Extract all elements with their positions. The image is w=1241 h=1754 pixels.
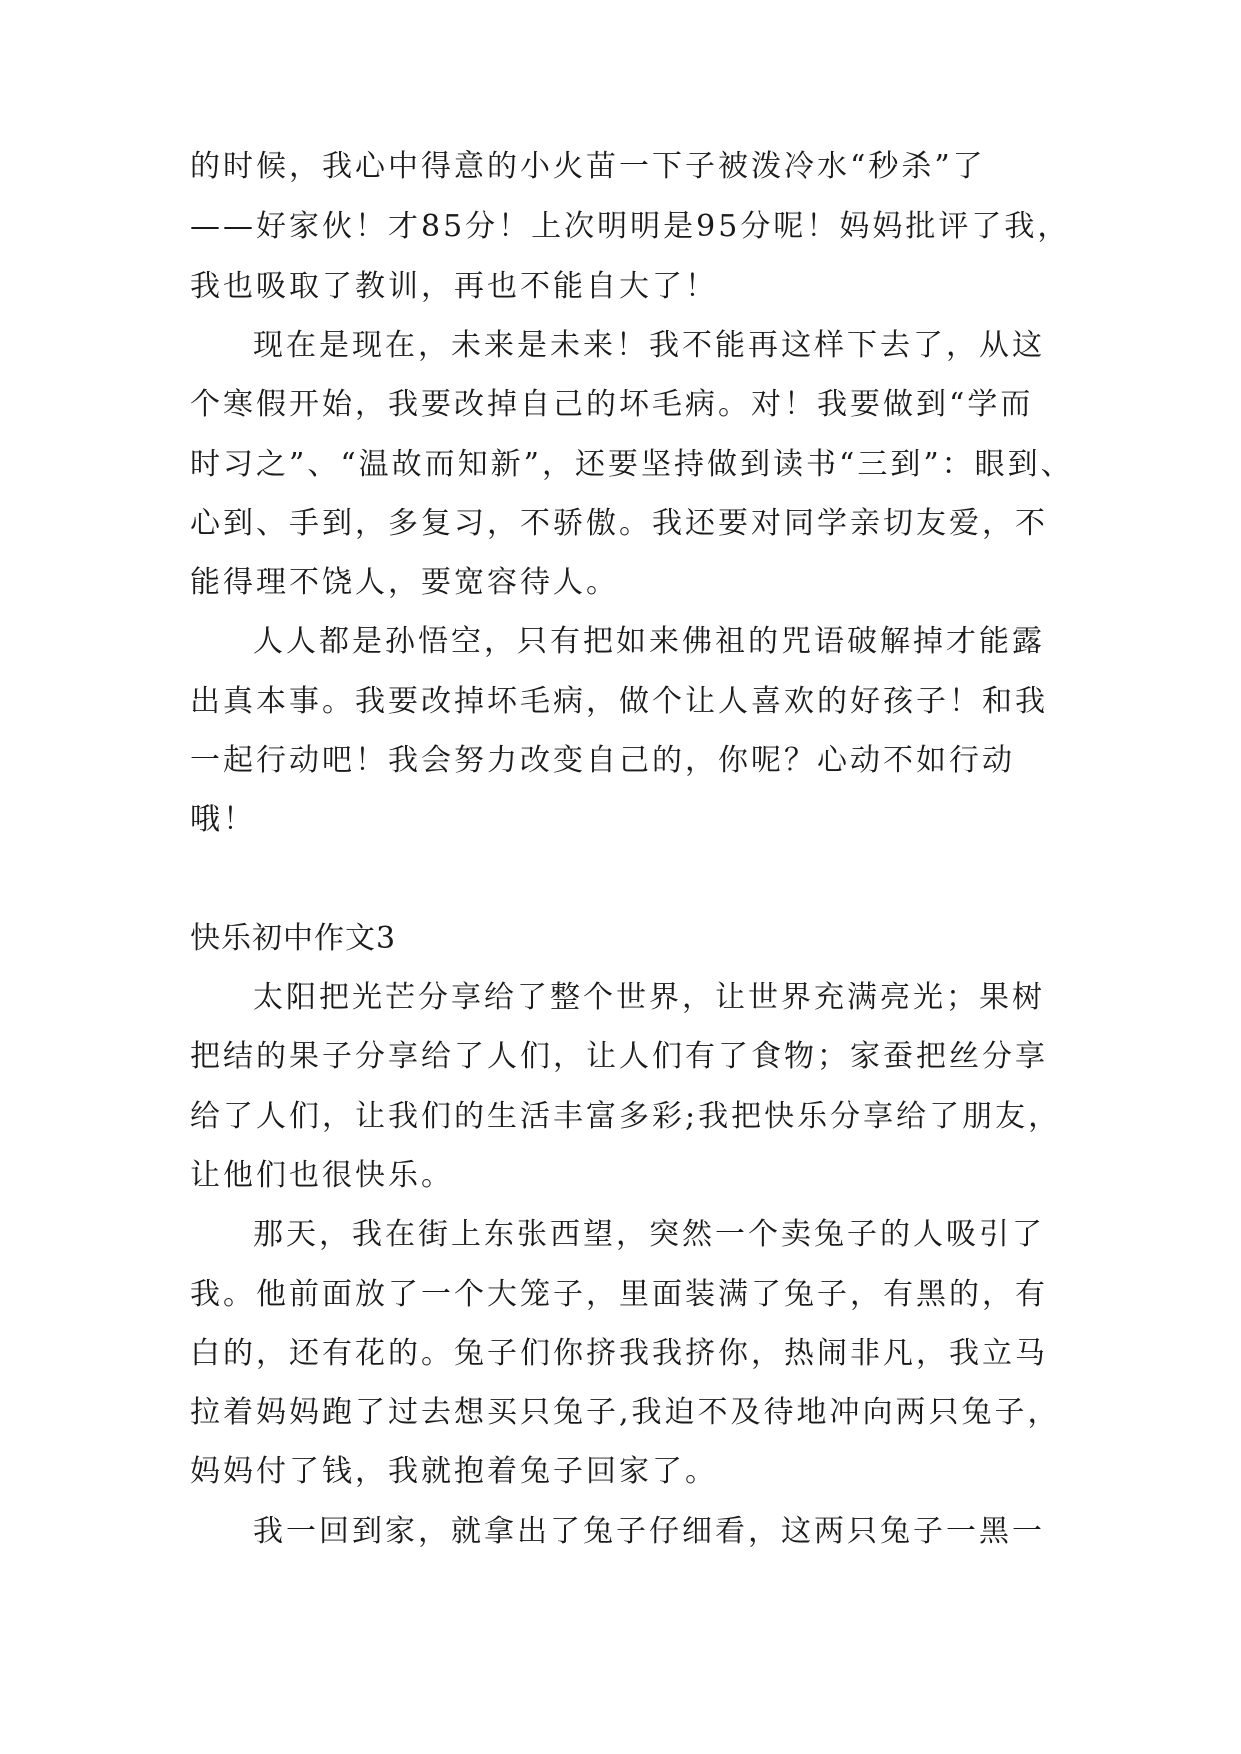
text-line: 一起行动吧！我会努力改变自己的，你呢？心动不如行动 [190,743,1015,778]
text-line: 我。他前面放了一个大笼子，里面装满了兔子，有黑的，有 [190,1277,1048,1312]
paragraph-start-line: 太阳把光芒分享给了整个世界，让世界充满亮光；果树 [253,980,1045,1015]
text-line: 把结的果子分享给了人们，让人们有了食物；家蚕把丝分享 [190,1039,1048,1074]
text-line: 心到、手到，多复习，不骄傲。我还要对同学亲切友爱，不 [190,506,1048,541]
paragraph-start-line: 那天，我在街上东张西望，突然一个卖兔子的人吸引了 [253,1217,1045,1252]
text-line: 个寒假开始，我要改掉自己的坏毛病。对！我要做到“学而 [190,387,1034,422]
text-line: 妈妈付了钱，我就抱着兔子回家了。 [190,1454,718,1489]
paragraph-start-line: 人人都是孙悟空，只有把如来佛祖的咒语破解掉才能露 [253,624,1045,659]
text-line: 能得理不饶人，要宽容待人。 [190,565,619,600]
paragraph-start-line: 现在是现在，未来是未来！我不能再这样下去了，从这 [253,328,1045,363]
text-line: 拉着妈妈跑了过去想买只兔子,我迫不及待地冲向两只兔子， [190,1395,1061,1430]
text-line: 给了人们，让我们的生活丰富多彩;我把快乐分享给了朋友， [190,1099,1062,1134]
text-line: 白的，还有花的。兔子们你挤我我挤你，热闹非凡，我立马 [190,1336,1048,1371]
text-line: 我也吸取了教训，再也不能自大了！ [190,269,718,304]
text-line: 时习之”、“温故而知新”，还要坚持做到读书“三到”：眼到、 [190,447,1074,482]
text-line: ——好家伙！才85分！上次明明是95分呢！妈妈批评了我， [190,209,1071,244]
text-line: 的时候，我心中得意的小火苗一下子被泼冷水“秒杀”了 [190,149,986,184]
section-title: 快乐初中作文3 [190,921,397,956]
text-line: 出真本事。我要改掉坏毛病，做个让人喜欢的好孩子！和我 [190,684,1048,719]
paragraph-start-line: 我一回到家，就拿出了兔子仔细看，这两只兔子一黑一 [253,1514,1045,1549]
text-line: 让他们也很快乐。 [190,1158,454,1193]
text-line: 哦！ [190,802,256,837]
